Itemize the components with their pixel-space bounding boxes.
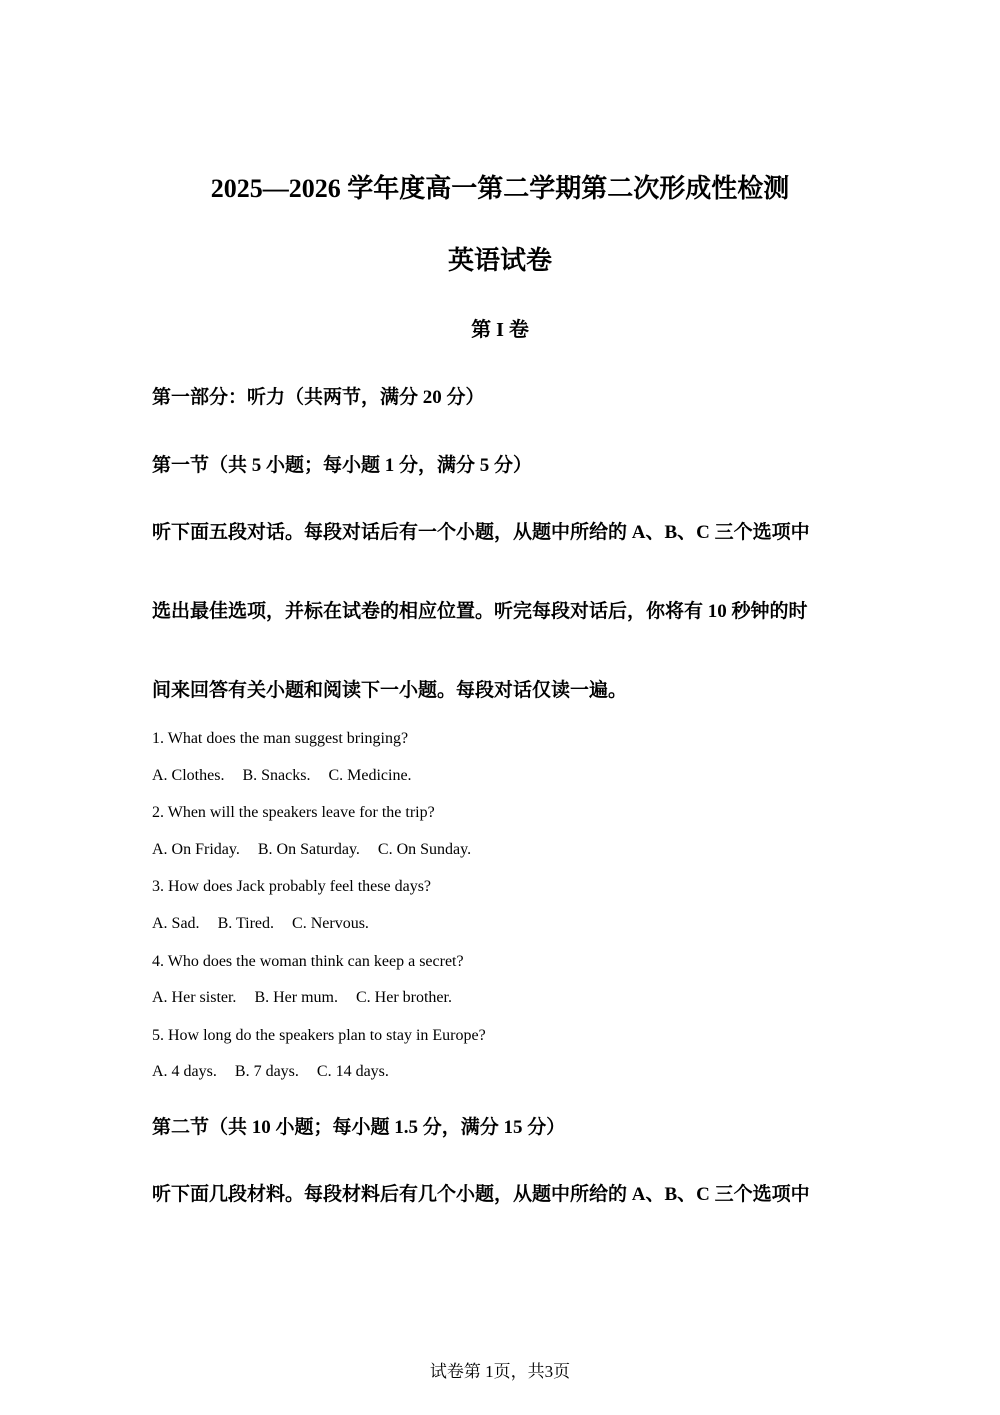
question-options xyxy=(152,767,430,785)
option-b: B. Her mum. xyxy=(254,989,338,1006)
exam-subject: 英语试卷 xyxy=(447,246,552,275)
option-c: C. Medicine. xyxy=(328,767,412,784)
instruction-line: 选出最佳选项，并标在试卷的相应位置。听完每段对话后，你将有 10 秒钟的时 xyxy=(152,601,808,622)
question-stem: 3. How does Jack probably feel these days? xyxy=(152,878,432,895)
option-a: A. Clothes. xyxy=(152,767,225,784)
question-options xyxy=(152,915,387,933)
question-stem: 2. When will the speakers leave for the trip? xyxy=(152,804,435,821)
option-a: A. 4 days. xyxy=(152,1063,217,1080)
volume-label: 第 I 卷 xyxy=(471,319,529,341)
question-stem: 1. What does the man suggest bringing? xyxy=(152,730,409,747)
question-stem: 5. How long do the speakers plan to stay in Europe? xyxy=(152,1027,486,1044)
option-c: C. 14 days. xyxy=(316,1063,389,1080)
instruction-line: 听下面几段材料。每段材料后有几个小题，从题中所给的 A、B、C 三个选项中 xyxy=(152,1184,810,1205)
instruction-line: 间来回答有关小题和阅读下一小题。每段对话仅读一遍。 xyxy=(152,680,628,701)
section-heading: 第二节（共 10 小题；每小题 1.5 分，满分 15 分） xyxy=(152,1117,566,1138)
page-footer: 试卷第 1页，共3页 xyxy=(429,1362,571,1381)
section-heading: 第一节（共 5 小题；每小题 1 分，满分 5 分） xyxy=(152,455,533,476)
question-options xyxy=(152,1063,407,1081)
question-options xyxy=(152,841,489,859)
option-a: A. Sad. xyxy=(152,915,200,932)
option-a: A. Her sister. xyxy=(152,989,237,1006)
option-c: C. Nervous. xyxy=(292,915,369,932)
option-b: B. 7 days. xyxy=(234,1063,299,1080)
option-c: C. Her brother. xyxy=(355,989,452,1006)
option-c: C. On Sunday. xyxy=(377,841,472,858)
question-stem: 4. Who does the woman think can keep a secret? xyxy=(152,953,464,970)
instruction-line: 听下面五段对话。每段对话后有一个小题，从题中所给的 A、B、C 三个选项中 xyxy=(152,522,810,543)
question-options xyxy=(152,989,470,1007)
option-b: B. Snacks. xyxy=(242,767,311,784)
exam-title: 2025—2026 学年度高一第二学期第二次形成性检测 xyxy=(210,174,790,203)
option-a: A. On Friday. xyxy=(152,841,240,858)
part-heading: 第一部分：听力（共两节，满分 20 分） xyxy=(152,387,485,408)
option-b: B. On Saturday. xyxy=(257,841,360,858)
option-b: B. Tired. xyxy=(217,915,275,932)
